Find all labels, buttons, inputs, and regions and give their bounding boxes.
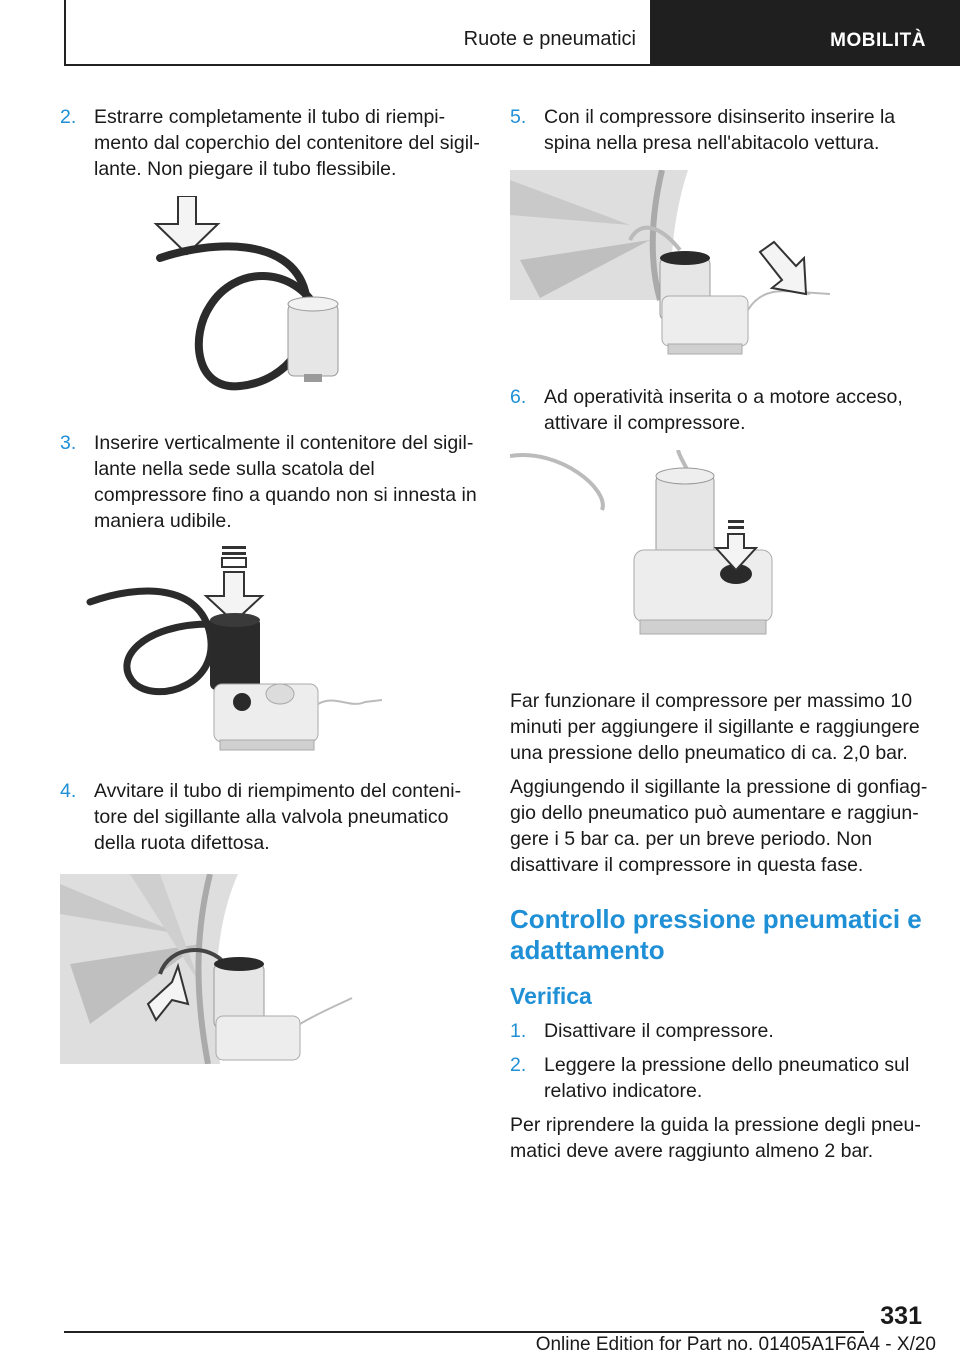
step-text: Disattivare il compressore. [544,1020,774,1042]
step-4 [60,778,482,856]
subsection-title: Verifica [510,983,592,1009]
step-text: Leggere la pressione dello pneumatico sul relativo indicatore. [544,1054,910,1102]
step-text: Ad operatività inserita o a motore acceso, attivare il compressore. [544,386,903,434]
paragraph-pressure: Aggiungendo il sigillante la pressione di gonfiaggio dello pneumatico può aumentare e raggiungere i 5 bar ca. per un breve periodo. Non disattivare il compressore in questa fase. [510,776,928,876]
figure-plug-socket [510,170,930,360]
step-text: Avvitare il tubo di riempimento del contenitore del sigillante alla valvola pneumatico della ruota difettosa. [94,780,462,854]
step-number: 3. [60,432,77,454]
check-step-2 [510,1052,930,1104]
step-text: Estrarre completamente il tubo di riempimento dal coperchio del contenitore del sigillante. Non piegare il tubo flessibile. [94,106,480,180]
step-number: 2. [60,106,77,128]
section-title: Controllo pressione pneumatici e adattamento [510,904,922,965]
step-text: Inserire verticalmente il contenitore del sigillante nella sede sulla scatola del compressore fino a quando non si innesta in maniera udibile. [94,432,477,532]
left-column [60,104,482,1064]
step-3 [60,430,482,534]
step-number: 5. [510,106,527,128]
step-text: Con il compressore disinserito inserire la spina nella presa nell'abitacolo vettura. [544,106,896,154]
step-number: 4. [60,780,77,802]
step-2 [60,104,482,182]
step-5 [510,104,930,156]
footer-rule [64,1331,864,1333]
footer-edition: Online Edition for Part no. 01405A1F6A4 - X/20 [535,1334,936,1355]
paragraph-duration: Far funzionare il compressore per massimo 10 minuti per aggiungere il sigillante e raggiungere una pressione dello pneumatico di ca. 2,0 bar. [510,690,920,764]
step-number: 6. [510,386,527,408]
check-step-1 [510,1018,930,1044]
paragraph-minimum-pressure: Per riprendere la guida la pressione degli pneumatici deve avere raggiunto almeno 2 bar. [510,1114,921,1162]
step-number: 1. [510,1020,527,1042]
step-number: 2. [510,1054,527,1076]
header-section-title: Ruote e pneumatici [463,28,636,50]
figure-attach-valve [60,874,482,1064]
right-column [510,104,930,1172]
figure-filling-hose [60,196,482,410]
figure-activate-compressor [510,450,930,656]
page-number: 331 [880,1302,922,1330]
header-chapter-tab: MOBILITÀ [650,0,960,66]
step-6 [510,384,930,436]
figure-insert-canister [60,544,482,758]
